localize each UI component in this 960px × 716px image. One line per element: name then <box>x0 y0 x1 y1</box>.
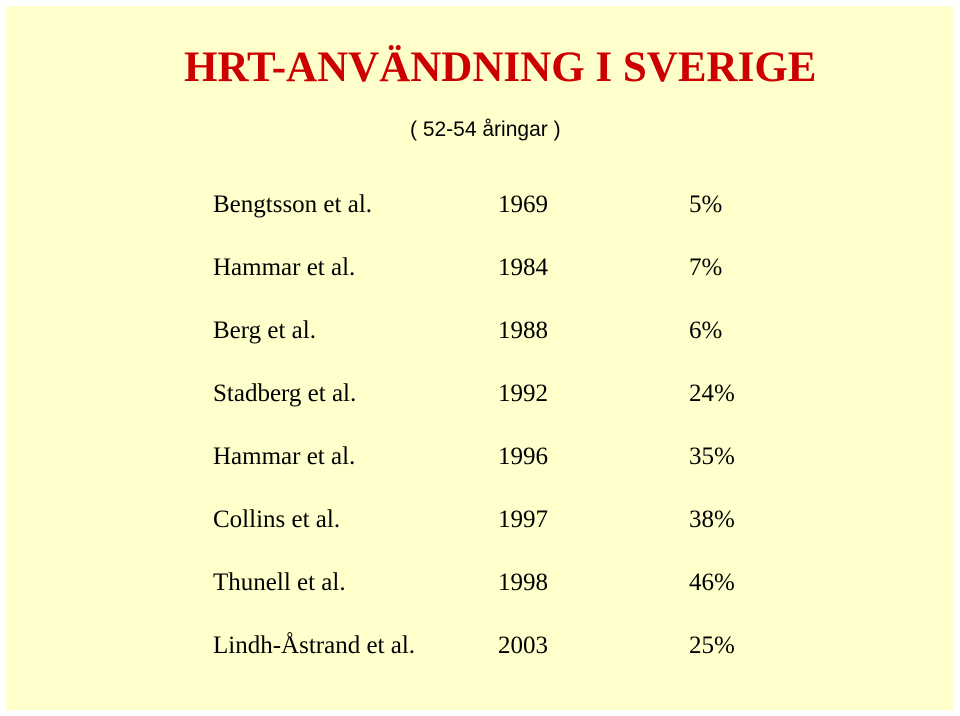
slide-title: HRT-ANVÄNDNING I SVERIGE <box>184 44 817 91</box>
year-cell: 1997 <box>498 506 548 533</box>
year-cell: 1996 <box>498 443 548 470</box>
percent-cell: 5% <box>689 191 723 218</box>
percent-cell: 38% <box>689 506 735 533</box>
percent-cell: 24% <box>689 380 735 407</box>
year-cell: 1969 <box>498 191 548 218</box>
author-cell: Berg et al. <box>213 317 316 344</box>
percent-cell: 35% <box>689 443 735 470</box>
author-cell: Collins et al. <box>213 506 341 533</box>
year-cell: 1984 <box>498 254 548 281</box>
year-cell: 2003 <box>498 632 548 659</box>
author-cell: Thunell et al. <box>213 569 346 596</box>
percent-cell: 7% <box>689 254 723 281</box>
author-cell: Hammar et al. <box>213 443 356 470</box>
year-cell: 1998 <box>498 569 548 596</box>
slide <box>6 6 954 710</box>
percent-cell: 25% <box>689 632 735 659</box>
year-cell: 1988 <box>498 317 548 344</box>
author-cell: Hammar et al. <box>213 254 356 281</box>
slide-subtitle: ( 52-54 åringar ) <box>410 118 561 141</box>
author-cell: Bengtsson et al. <box>213 191 373 218</box>
percent-cell: 46% <box>689 569 735 596</box>
percent-cell: 6% <box>689 317 723 344</box>
year-cell: 1992 <box>498 380 548 407</box>
author-cell: Lindh-Åstrand et al. <box>213 632 416 659</box>
author-cell: Stadberg et al. <box>213 380 357 407</box>
